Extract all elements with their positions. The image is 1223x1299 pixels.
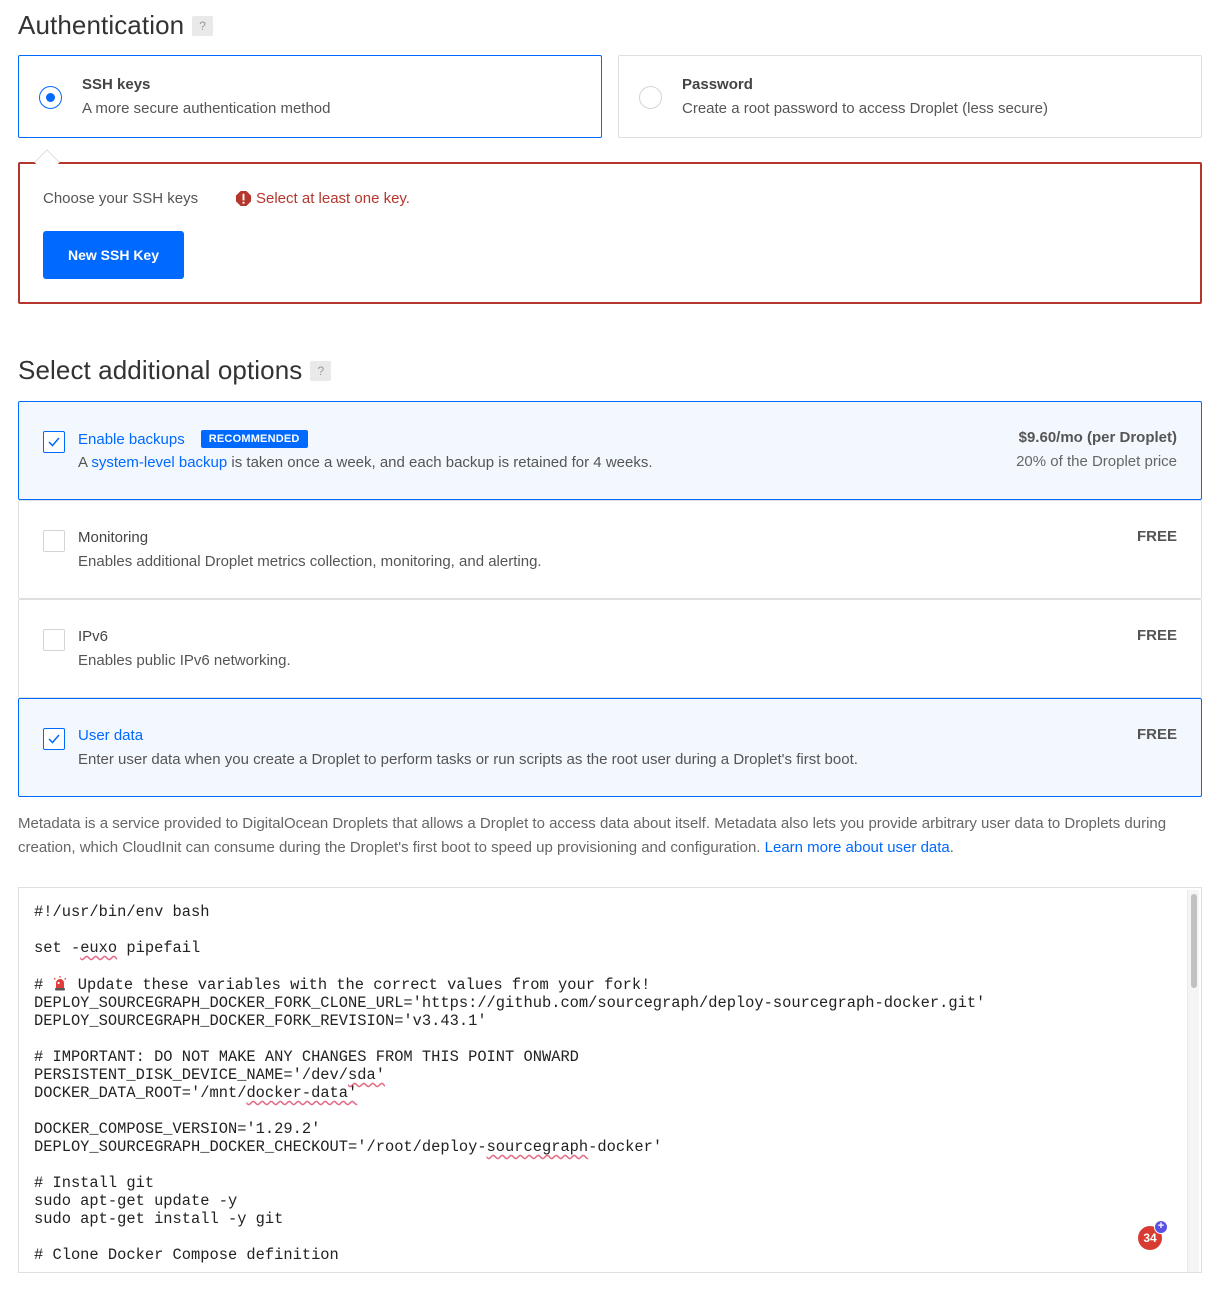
auth-option-description: Create a root password to access Droplet (less secure) [682,100,1048,117]
option-title [78,430,308,448]
authentication-heading [18,10,213,41]
notification-count-badge[interactable]: 34 [1138,1226,1162,1250]
code-line: -docker' [588,1138,663,1156]
spelling-underline: euxo [80,939,118,957]
error-icon [235,190,252,207]
option-ipv6[interactable] [18,599,1202,698]
monitoring-checkbox[interactable] [43,530,65,552]
code-line: set - [34,939,81,957]
option-monitoring[interactable] [18,500,1202,599]
learn-more-user-data-link[interactable]: Learn more about user data [764,839,950,856]
auth-option-password[interactable] [618,55,1202,138]
auth-option-description: A more secure authentication method [82,100,331,117]
backup-price: $9.60/mo (per Droplet) [1018,429,1177,446]
desc-prefix: A [78,454,92,471]
code-line: DOCKER_COMPOSE_VERSION='1.29.2' [34,1120,321,1138]
code-line: DEPLOY_SOURCEGRAPH_DOCKER_CHECKOUT='/root/deploy- [34,1138,487,1156]
siren-icon [52,975,68,991]
metadata-period: . [949,839,954,856]
auth-option-ssh-keys[interactable] [18,55,602,138]
radio-ssh-keys[interactable] [39,86,62,109]
backups-title: Enable backups [78,430,185,448]
additional-options-heading [18,355,331,386]
scroll-thumb[interactable] [1191,894,1197,988]
code-line: # Install git [34,1174,155,1192]
code-line: sudo apt-get install -y git [34,1210,284,1228]
spelling-underline: sda' [348,1066,385,1084]
authentication-title: Authentication [18,10,185,40]
metadata-text: Metadata is a service provided to DigitalOcean Droplets that allows a Droplet to access data about itself. Metadata also lets you provide arbitrary user data to Droplets during creation, which CloudInit can consume during the Droplet's first boot to speed up provisioning and configuration. [18,815,1167,856]
option-price: FREE [1136,726,1177,743]
code-line: sudo apt-get update -y [34,1192,238,1210]
option-title: Monitoring [78,529,149,546]
code-line: DEPLOY_SOURCEGRAPH_DOCKER_FORK_REVISION='v3.43.1' [34,1012,487,1030]
code-line: Update these variables with the correct values from your fork! [68,976,651,994]
option-description: Enter user data when you create a Droplet to perform tasks or run scripts as the root user during a Droplet's first boot. [78,751,858,768]
user-data-checkbox[interactable] [43,728,65,750]
checkmark-icon [47,732,61,746]
auth-option-title: Password [682,76,753,93]
additional-options-title: Select additional options [18,355,303,385]
desc-suffix: is taken once a week, and each backup is retained for 4 weeks. [227,454,653,471]
auth-option-title: SSH keys [82,76,151,93]
backup-price-note: 20% of the Droplet price [1016,453,1177,470]
option-description: Enables public IPv6 networking. [78,652,291,669]
option-user-data[interactable] [18,698,1202,797]
radio-password[interactable] [639,86,662,109]
code-line: PERSISTENT_DISK_DEVICE_NAME='/dev/ [34,1066,349,1084]
metadata-description [18,812,1188,860]
option-description: Enables additional Droplet metrics collection, monitoring, and alerting. [78,553,542,570]
checkmark-icon [47,435,61,449]
help-icon[interactable]: ? [310,361,331,381]
spelling-underline: sourcegraph [486,1138,589,1156]
backups-checkbox[interactable] [43,431,65,453]
user-data-editor[interactable] [18,887,1202,1273]
code-line: DOCKER_DATA_ROOT='/mnt/ [34,1084,247,1102]
system-level-backup-link[interactable]: system-level backup [91,454,228,471]
ssh-keys-panel [18,162,1202,304]
code-line: # [34,976,53,994]
option-backups[interactable] [18,401,1202,500]
editor-scrollbar[interactable] [1187,890,1199,1272]
user-data-code[interactable] [34,903,985,1264]
new-ssh-key-button[interactable]: New SSH Key [43,231,184,279]
spelling-underline: docker-data' [246,1084,358,1102]
error-message: Select at least one key. [256,190,410,207]
plus-icon[interactable]: + [1154,1220,1168,1234]
option-description [78,454,653,471]
ipv6-checkbox[interactable] [43,629,65,651]
recommended-badge: RECOMMENDED [201,430,308,448]
code-line: DEPLOY_SOURCEGRAPH_DOCKER_FORK_CLONE_URL='https://github.com/sourcegraph/deploy-sourcegraph-docker.git' [34,994,986,1012]
code-line: # Clone Docker Compose definition [34,1246,339,1264]
code-line: # IMPORTANT: DO NOT MAKE ANY CHANGES FROM THIS POINT ONWARD [34,1048,579,1066]
help-icon[interactable]: ? [192,16,213,36]
option-title: IPv6 [78,628,109,645]
code-line: #!/usr/bin/env bash [34,903,210,921]
option-price: FREE [1136,528,1177,545]
ssh-keys-label: Choose your SSH keys [43,190,199,207]
ssh-keys-error [235,190,410,207]
option-title: User data [78,727,144,744]
option-price: FREE [1136,627,1177,644]
code-line: pipefail [117,939,201,957]
